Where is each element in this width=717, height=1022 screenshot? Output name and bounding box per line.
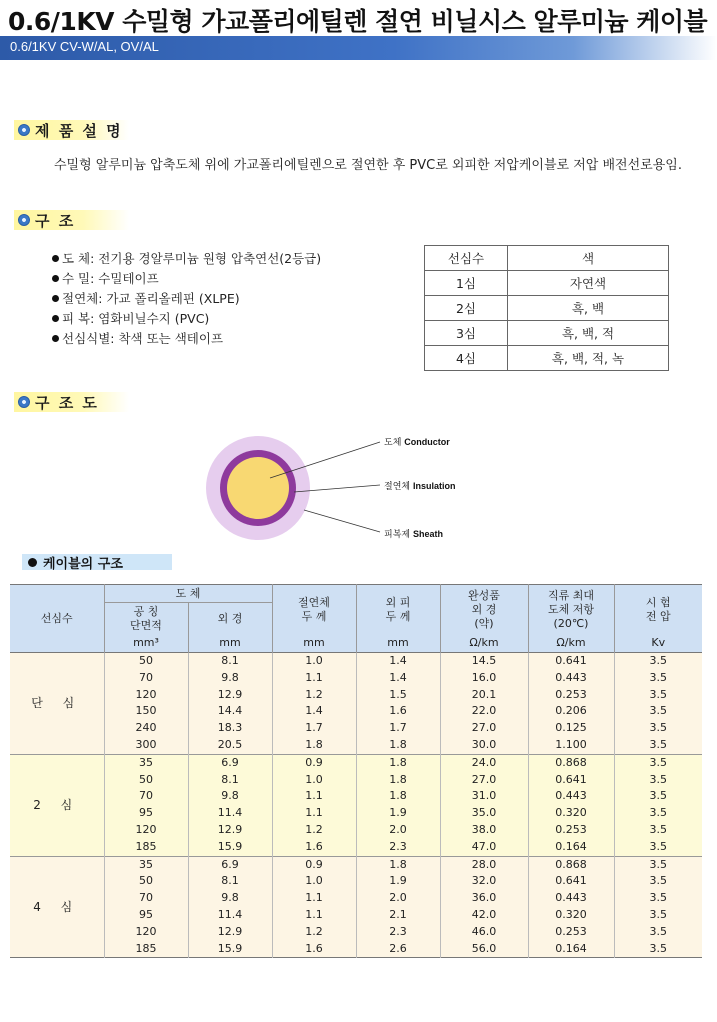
core-color-table [424,245,669,371]
table-row [10,653,702,670]
table-row [10,805,702,822]
table-cell: 3.5 [614,873,702,890]
bullet-icon [52,335,59,342]
table-cell: 35 [104,856,188,873]
table-cell: 1.1 [272,670,356,687]
table-unit-row [10,635,702,653]
table-cell: 3.5 [614,788,702,805]
bullet-icon [52,295,59,302]
table-cell: 1.9 [356,805,440,822]
bullet-icon [52,315,59,322]
table-cell: 6.9 [188,856,272,873]
table-cell: 1.4 [356,670,440,687]
table-cell: 2.3 [356,839,440,856]
subtitle: 0.6/1KV CV-W/AL, OV/AL [10,39,159,54]
table-row: 3심 흑, 백, 적 [425,321,669,346]
table-cell: 2.3 [356,924,440,941]
unit-test: Kv [614,635,702,653]
table-cell: 2.0 [356,890,440,907]
table-row [10,873,702,890]
table-cell: 3.5 [614,754,702,771]
structure-item: 수 밀: 수밀테이프 [52,269,321,289]
table-cell: 0.868 [528,754,614,771]
core-group-label: 단 심 [10,653,104,755]
table-cell: 3.5 [614,839,702,856]
table-cell: 47.0 [440,839,528,856]
table-cell: 185 [104,941,188,958]
table-cell: 20.5 [188,737,272,754]
cable-spec-body [10,653,702,958]
table-row: 4심 흑, 백, 적, 녹 [425,346,669,371]
header-resistance: 직류 최대 도체 저항 (20℃) [528,585,614,635]
unit-resistance: Ω/km [528,635,614,653]
table-cell: 35.0 [440,805,528,822]
table-header-row [10,585,702,603]
section-title: 구 조 [35,211,76,230]
table-cell: 3.5 [614,653,702,670]
header-sheath: 외 피 두 께 [356,585,440,635]
table-cell: 9.8 [188,788,272,805]
table-cell: 1.8 [356,788,440,805]
unit-insulation: mm [272,635,356,653]
table-cell: 70 [104,890,188,907]
section-bullet-icon [18,214,30,226]
table-cell: 35 [104,754,188,771]
table-cell: 0.9 [272,856,356,873]
header-insulation: 절연체 두 께 [272,585,356,635]
table-cell: 50 [104,653,188,670]
table-cell: 18.3 [188,720,272,737]
table-cell: 15.9 [188,839,272,856]
section-header-diagram [14,392,129,412]
core-group-label: 4 심 [10,856,104,958]
label-insulation: 절연체 Insulation [384,481,456,492]
table-cell: 3.5 [614,720,702,737]
table-cell: 1.1 [272,907,356,924]
table-cell: 27.0 [440,720,528,737]
conductor-core [227,457,289,519]
table-cell: 12.9 [188,924,272,941]
table-cell: 1.7 [272,720,356,737]
header-cores: 선심수 [10,585,104,653]
table-row [10,687,702,704]
header-test-voltage: 시 험 전 압 [614,585,702,635]
table-cell: 95 [104,805,188,822]
table-cell: 1.100 [528,737,614,754]
table-cell: 3.5 [614,856,702,873]
table-cell: 0.320 [528,907,614,924]
table-cell: 70 [104,788,188,805]
table-cell: 95 [104,907,188,924]
table-cell: 0.443 [528,788,614,805]
table-cell: 36.0 [440,890,528,907]
structure-item: 선심식별: 착색 또는 색테이프 [52,329,321,349]
table-header: 색 [508,246,669,271]
table-cell: 3.5 [614,890,702,907]
subtitle-bar [0,36,717,60]
table-cell: 42.0 [440,907,528,924]
table-cell: 15.9 [188,941,272,958]
table-cell: 8.1 [188,873,272,890]
table-row [10,839,702,856]
table-cell: 22.0 [440,703,528,720]
section-header-structure [14,210,129,230]
section-title: 제 품 설 명 [35,121,123,140]
table-cell: 3.5 [614,805,702,822]
label-sheath: 피복제 Sheath [384,529,443,540]
table-cell: 1.9 [356,873,440,890]
table-cell: 0.253 [528,822,614,839]
leader-line-sheath [304,510,380,532]
table-row: 2심 흑, 백 [425,296,669,321]
table-cell: 240 [104,720,188,737]
table-row [10,941,702,958]
table-cell: 0.253 [528,687,614,704]
table-cell: 0.443 [528,890,614,907]
table-cell: 16.0 [440,670,528,687]
table-cell: 8.1 [188,653,272,670]
table-cell: 50 [104,873,188,890]
structure-item: 도 체: 전기용 경알루미늄 원형 압축연선(2등급) [52,249,321,269]
table-cell: 9.8 [188,890,272,907]
table-cell: 20.1 [440,687,528,704]
table-cell: 3.5 [614,687,702,704]
table-cell: 2.1 [356,907,440,924]
table-cell: 0.641 [528,653,614,670]
structure-item: 절연체: 가교 폴리올레핀 (XLPE) [52,289,321,309]
table-cell: 300 [104,737,188,754]
label-conductor: 도체 Conductor [384,437,450,448]
cable-spec-table [10,584,702,958]
table-cell: 185 [104,839,188,856]
table-cell: 1.8 [272,737,356,754]
table-cell: 12.9 [188,822,272,839]
table-cell: 1.1 [272,788,356,805]
cable-cross-section-diagram [200,428,500,548]
table-cell: 3.5 [614,941,702,958]
table-cell: 2.6 [356,941,440,958]
table-row [10,890,702,907]
table-row [10,907,702,924]
structure-item: 피 복: 염화비닐수지 (PVC) [52,309,321,329]
table-row [10,670,702,687]
section-bullet-icon [18,124,30,136]
table-cell: 0.320 [528,805,614,822]
table-cell: 1.6 [356,703,440,720]
table-cell: 120 [104,687,188,704]
table-cell: 1.1 [272,890,356,907]
header-area: 공 칭 단면적 [104,603,188,635]
table-cell: 0.206 [528,703,614,720]
header-conductor-od: 외 경 [188,603,272,635]
section-title: 구 조 도 [35,393,99,412]
table-cell: 0.443 [528,670,614,687]
page-title: 0.6/1KV 수밀형 가교폴리에틸렌 절연 비닐시스 알루미늄 케이블 [8,7,708,36]
table-cell: 0.641 [528,772,614,789]
table-row [10,822,702,839]
table-row [10,772,702,789]
table-cell: 1.2 [272,822,356,839]
table-cell: 3.5 [614,670,702,687]
bullet-icon [52,255,59,262]
unit-outer: Ω/km [440,635,528,653]
table-cell: 12.9 [188,687,272,704]
table-row [10,737,702,754]
cable-structure-header [22,554,172,570]
table-cell: 1.0 [272,873,356,890]
table-cell: 1.8 [356,754,440,771]
table-cell: 1.4 [272,703,356,720]
bullet-icon [52,275,59,282]
table-cell: 0.125 [528,720,614,737]
table-cell: 1.0 [272,653,356,670]
table-row [10,924,702,941]
table-cell: 31.0 [440,788,528,805]
unit-sheath: mm [356,635,440,653]
table-cell: 0.253 [528,924,614,941]
section-bullet-icon [18,396,30,408]
table-cell: 1.0 [272,772,356,789]
table-cell: 38.0 [440,822,528,839]
table-cell: 1.8 [356,772,440,789]
table-cell: 32.0 [440,873,528,890]
bullet-icon [28,558,37,567]
table-cell: 56.0 [440,941,528,958]
table-cell: 1.8 [356,856,440,873]
table-cell: 50 [104,772,188,789]
table-cell: 46.0 [440,924,528,941]
table-row: 1심 자연색 [425,271,669,296]
unit-od: mm [188,635,272,653]
table-row [10,720,702,737]
table-cell: 3.5 [614,822,702,839]
table-cell: 0.164 [528,839,614,856]
product-description: 수밀형 알루미늄 압축도체 위에 가교폴리에틸렌으로 절연한 후 PVC로 외피한 저압케이블로 저압 배전선로용임. [54,158,682,173]
table-cell: 1.2 [272,924,356,941]
table-cell: 120 [104,822,188,839]
table-cell: 2.0 [356,822,440,839]
section-title: 케이블의 구조 [43,556,123,572]
section-header-description [14,120,129,140]
table-cell: 6.9 [188,754,272,771]
table-cell: 150 [104,703,188,720]
table-cell: 9.8 [188,670,272,687]
header-conductor: 도 체 [104,585,272,603]
table-cell: 70 [104,670,188,687]
table-cell: 1.4 [356,653,440,670]
table-cell: 1.7 [356,720,440,737]
table-cell: 14.4 [188,703,272,720]
table-cell: 120 [104,924,188,941]
table-row [10,856,702,873]
table-cell: 0.164 [528,941,614,958]
table-header-row [425,246,669,271]
table-cell: 28.0 [440,856,528,873]
table-cell: 0.868 [528,856,614,873]
table-cell: 3.5 [614,737,702,754]
table-cell: 3.5 [614,907,702,924]
table-cell: 1.8 [356,737,440,754]
table-cell: 24.0 [440,754,528,771]
table-cell: 14.5 [440,653,528,670]
core-group-label: 2 심 [10,754,104,856]
table-cell: 1.5 [356,687,440,704]
table-cell: 11.4 [188,805,272,822]
table-row [10,788,702,805]
table-cell: 3.5 [614,772,702,789]
table-cell: 0.9 [272,754,356,771]
table-cell: 1.6 [272,941,356,958]
unit-area: mm³ [104,635,188,653]
table-cell: 27.0 [440,772,528,789]
table-cell: 8.1 [188,772,272,789]
table-cell: 1.2 [272,687,356,704]
header-outer-diameter: 완성품 외 경 (약) [440,585,528,635]
table-header: 선심수 [425,246,508,271]
table-cell: 30.0 [440,737,528,754]
structure-list [52,249,321,349]
table-cell: 3.5 [614,924,702,941]
table-row [10,703,702,720]
table-cell: 0.641 [528,873,614,890]
table-cell: 3.5 [614,703,702,720]
table-cell: 1.1 [272,805,356,822]
table-row [10,754,702,771]
table-cell: 11.4 [188,907,272,924]
table-cell: 1.6 [272,839,356,856]
